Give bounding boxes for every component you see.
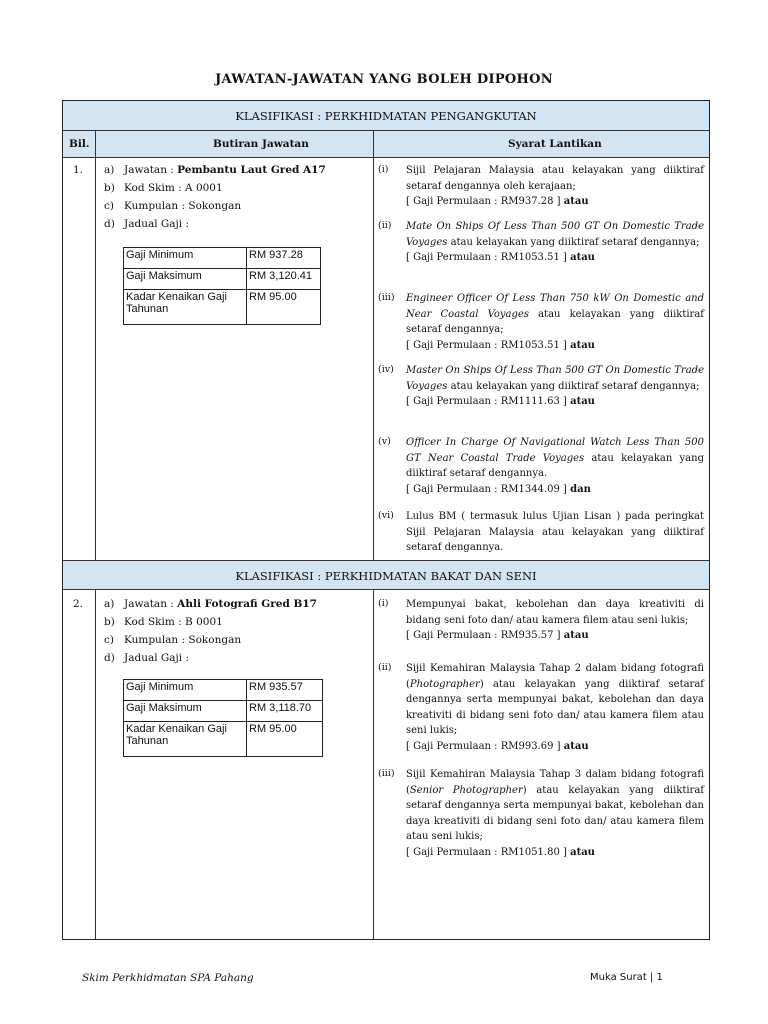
- list-item: c) Kumpulan : Sokongan: [104, 634, 242, 646]
- jawatan-table: [62, 100, 710, 940]
- butiran-jawatan-1: [96, 164, 372, 236]
- row-number: 1.: [73, 164, 84, 176]
- list-item: a) Jawatan : Pembantu Laut Gred A17: [104, 164, 326, 176]
- list-item: b) Kod Skim : A 0001: [104, 182, 223, 194]
- footer-page-number: Muka Surat | 1: [590, 972, 663, 983]
- jadual-gaji-table-1: Gaji Minimum RM 937.28 Gaji Maksimum RM 3,120.41 Kadar Kenaikan Gaji Tahunan RM 95.00: [123, 247, 321, 325]
- header-butiran: Butiran Jawatan: [213, 138, 309, 150]
- syarat-lantikan-2: (i) Mempunyai bakat, kebolehan dan daya kreativiti di bidang seni foto dan/ atau kamera filem atau seni lukis; [ Gaji Permulaan : RM935.57 ] atau (ii) Sijil Kemahiran Malaysia Tahap 2 dalam bidang fotografi (Photographer) atau kelayakan yang diiktiraf setaraf dengannya serta mempunyai bakat, kebolehan dan daya kreativiti di bidang seni foto dan/ atau kamera filem atau seni lukis; [ Gaji Permulaan : RM993.69 ] atau (iii) Sijil Kemahiran Malaysia Tahap 3 dalam bidang fotografi (Senior Photographer) atau kelayakan yang diiktiraf setaraf dengannya serta mempunyai bakat, kebolehan dan daya kreativiti di bidang seni foto dan/ atau kamera filem atau seni lukis; [ Gaji Permulaan : RM1051.80 ] atau: [378, 598, 704, 858]
- list-item: b) Kod Skim : B 0001: [104, 616, 223, 628]
- list-item: d) Jadual Gaji :: [104, 218, 190, 230]
- row-number: 2.: [73, 598, 84, 610]
- klasifikasi-band-1: KLASIFIKASI : PERKHIDMATAN PENGANGKUTAN: [63, 101, 709, 131]
- list-item: d) Jadual Gaji :: [104, 652, 190, 664]
- table-header: [63, 131, 709, 158]
- klasifikasi-band-2: KLASIFIKASI : PERKHIDMATAN BAKAT DAN SENI: [63, 560, 709, 590]
- header-syarat: Syarat Lantikan: [508, 138, 602, 150]
- footer-left: Skim Perkhidmatan SPA Pahang: [82, 972, 254, 984]
- jadual-gaji-table-2: Gaji Minimum RM 935.57 Gaji Maksimum RM 3,118.70 Kadar Kenaikan Gaji Tahunan RM 95.00: [123, 679, 323, 757]
- page-title: JAWATAN-JAWATAN YANG BOLEH DIPOHON: [215, 72, 553, 87]
- list-item: a) Jawatan : Ahli Fotografi Gred B17: [104, 598, 317, 610]
- header-bil: Bil.: [69, 138, 90, 150]
- syarat-lantikan-1: (i) Sijil Pelajaran Malaysia atau kelayakan yang diiktiraf setaraf dengannya oleh kerajaan; [ Gaji Permulaan : RM937.28 ] atau (ii) Mate On Ships Of Less Than 500 GT On Domestic Trade Voyages atau kelayakan yang diiktiraf setaraf dengannya; [ Gaji Permulaan : RM1053.51 ] atau (iii) Engineer Officer Of Less Than 750 kW On Domestic and Near Coastal Voyages atau kelayakan yang diiktiraf setaraf dengannya; [ Gaji Permulaan : RM1053.51 ] atau (iv) Master On Ships Of Less Than 500 GT On Domestic Trade Voyages atau kelayakan yang diiktiraf setaraf dengannya; [ Gaji Permulaan : RM1111.63 ] atau (v) Officer In Charge Of Navigational Watch Less Than 500 GT Near Coastal Trade Voyages atau kelayakan yang diiktiraf setaraf dengannya. [ Gaji Permulaan : RM1344.09 ] dan (vi) Lulus BM ( termasuk lulus Ujian Lisan ) pada peringkat Sijil Pelajaran Malaysia atau kelayakan yang diiktiraf setaraf dengannya.: [378, 164, 704, 553]
- list-item: c) Kumpulan : Sokongan: [104, 200, 242, 212]
- butiran-jawatan-2: [96, 598, 372, 670]
